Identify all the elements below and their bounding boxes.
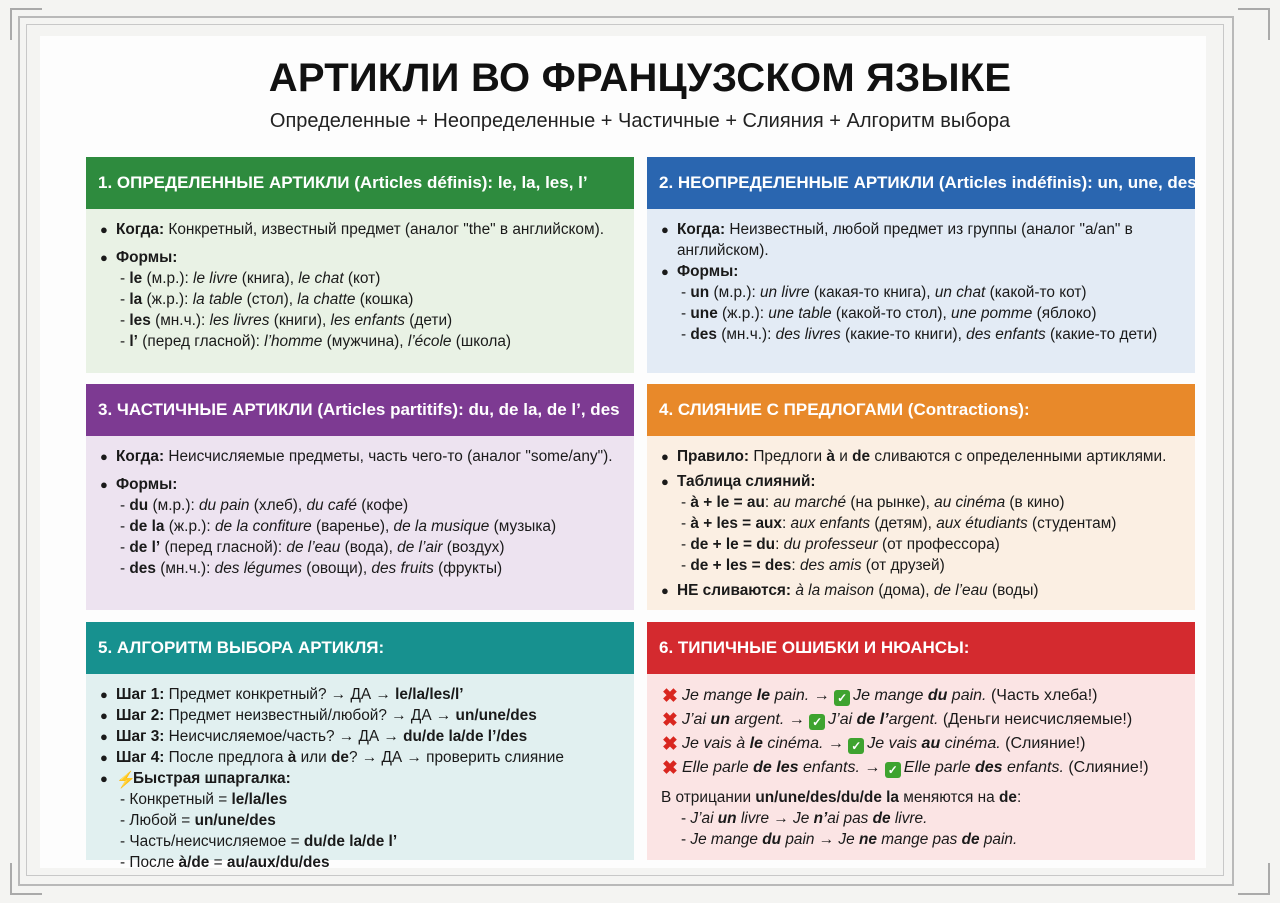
lightning-icon: ⚡ [116, 772, 136, 789]
bullet-icon: ● [100, 449, 108, 464]
form-row: - de la (ж.р.): de la confiture (варенье), de la musique (музыка) [120, 518, 557, 535]
negation-example: - Je mange du pain → Je ne mange pas de pain. [681, 831, 1018, 848]
corner-ornament [10, 863, 42, 895]
definite-articles-card [86, 157, 634, 373]
step-item: ● Шаг 1: Предмет конкретный? → ДА → le/la/les/l’ [100, 686, 464, 703]
corner-ornament [10, 8, 42, 40]
cheat-row: - Конкретный = le/la/les [120, 791, 288, 808]
rule-item: ● Правило: Предлоги à и de сливаются с определенными артиклями. [661, 448, 1167, 465]
mistake-row: ✖ J’ai un argent. → ✓ J’ai de l’argent. (Деньги неисчисляемые!) [662, 710, 1133, 731]
partitive-articles-card [86, 384, 634, 610]
contraction-row: - à + le = au: au marché (на рынке), au cinéma (в кино) [681, 494, 1065, 511]
check-mark-icon: ✓ [885, 762, 901, 778]
corner-ornament [1238, 863, 1270, 895]
algorithm-heading: 5. АЛГОРИТМ ВЫБОРА АРТИКЛЯ: [86, 622, 634, 674]
contraction-list [661, 492, 1181, 576]
partitive-articles-heading: 3. ЧАСТИЧНЫЕ АРТИКЛИ (Articles partitifs): du, de la, de l’, des [86, 384, 634, 436]
corner-ornament [1238, 8, 1270, 40]
forms-item: ● Формы: [100, 249, 178, 266]
form-row: - la (ж.р.): la table (стол), la chatte (кошка) [120, 291, 414, 308]
cheat-sheet-list [100, 789, 620, 873]
step-item: ● Шаг 3: Неисчисляемое/часть? → ДА → du/de la/de l’/des [100, 728, 528, 745]
bullet-icon: ● [100, 771, 108, 786]
when-item: ● Когда: Неисчисляемые предметы, часть чего-то (аналог "some/any"). [100, 448, 613, 465]
check-mark-icon: ✓ [834, 690, 850, 706]
form-row: - les (мн.ч.): les livres (книги), les enfants (дети) [120, 312, 453, 329]
definite-articles-heading: 1. ОПРЕДЕЛЕННЫЕ АРТИКЛИ (Articles définis): le, la, les, l’ [86, 157, 634, 209]
mistakes-body [647, 674, 1195, 860]
contraction-row: - de + le = du: du professeur (от профессора) [681, 536, 1000, 553]
contractions-body [647, 436, 1195, 610]
step-item: ● Шаг 4: После предлога à или de? → ДА → проверить слияние [100, 749, 564, 766]
bullet-icon: ● [100, 222, 108, 237]
algorithm-body [86, 674, 634, 871]
cross-mark-icon: ✖ [662, 686, 678, 707]
when-item: ● Когда: Конкретный, известный предмет (аналог "the" в английском). [100, 221, 604, 238]
contractions-heading: 4. СЛИЯНИЕ С ПРЕДЛОГАМИ (Contractions): [647, 384, 1195, 436]
step-item: ● Шаг 2: Предмет неизвестный/любой? → ДА → un/une/des [100, 707, 537, 724]
no-contraction-item: ● НЕ сливаются: à la maison (дома), de l’eau (воды) [661, 582, 1039, 599]
cheat-row: - Часть/неисчисляемое = du/de la/de l’ [120, 833, 398, 850]
mistake-row: ✖ Elle parle de les enfants. → ✓ Elle parle des enfants. (Слияние!) [662, 758, 1149, 779]
form-row: - de l’ (перед гласной): de l’eau (вода), de l’air (воздух) [120, 539, 505, 556]
indefinite-articles-body [647, 209, 1195, 373]
bullet-icon: ● [100, 477, 108, 492]
cross-mark-icon: ✖ [662, 710, 678, 731]
indefinite-articles-card [647, 157, 1195, 373]
check-mark-icon: ✓ [848, 738, 864, 754]
bullet-icon: ● [661, 222, 669, 237]
form-row: - le (м.р.): le livre (книга), le chat (кот) [120, 270, 381, 287]
negation-examples [661, 808, 1181, 850]
forms-item: ● Формы: [661, 263, 739, 280]
forms-list [100, 268, 620, 352]
form-row: - des (мн.ч.): des livres (какие-то книги), des enfants (какие-то дети) [681, 326, 1158, 343]
indefinite-articles-heading: 2. НЕОПРЕДЕЛЕННЫЕ АРТИКЛИ (Articles indéfinis): un, une, des [647, 157, 1195, 209]
mistakes-card [647, 622, 1195, 860]
mistakes-heading: 6. ТИПИЧНЫЕ ОШИБКИ И НЮАНСЫ: [647, 622, 1195, 674]
algorithm-card [86, 622, 634, 871]
bullet-icon: ● [661, 583, 669, 598]
cross-mark-icon: ✖ [662, 758, 678, 779]
page-title: АРТИКЛИ ВО ФРАНЦУЗСКОМ ЯЗЫКЕ [268, 56, 1012, 100]
bullet-icon: ● [100, 687, 108, 702]
bullet-icon: ● [661, 264, 669, 279]
form-row: - une (ж.р.): une table (какой-то стол), une pomme (яблоко) [681, 305, 1097, 322]
definite-articles-body [86, 209, 634, 373]
cheat-row: - Любой = un/une/des [120, 812, 276, 829]
negation-example: - J’ai un livre → Je n’ai pas de livre. [681, 810, 928, 827]
form-row: - des (мн.ч.): des légumes (овощи), des fruits (фрукты) [120, 560, 503, 577]
cross-mark-icon: ✖ [662, 734, 678, 755]
contraction-row: - de + les = des: des amis (от друзей) [681, 557, 945, 574]
form-row: - du (м.р.): du pain (хлеб), du café (кофе) [120, 497, 409, 514]
mistake-row: ✖ Je vais à le cinéma. → ✓ Je vais au cinéma. (Слияние!) [662, 734, 1086, 755]
forms-item: ● Формы: [100, 476, 178, 493]
form-row: - l’ (перед гласной): l’homme (мужчина), l’école (школа) [120, 333, 512, 350]
bullet-icon: ● [100, 729, 108, 744]
forms-list [661, 282, 1181, 345]
when-item: ● Когда: Неизвестный, любой предмет из группы (аналог "a/an" в английском). [661, 221, 1133, 259]
table-item: ● Таблица слияний: [661, 473, 816, 490]
form-row: - un (м.р.): un livre (какая-то книга), un chat (какой-то кот) [681, 284, 1087, 301]
contractions-card [647, 384, 1195, 610]
negation-rule: В отрицании un/une/des/du/de la меняются на de: [661, 789, 1022, 806]
forms-list [100, 495, 620, 579]
cheat-sheet-item: ● ⚡Быстрая шпаргалка: [100, 770, 291, 789]
partitive-articles-body [86, 436, 634, 610]
bullet-icon: ● [100, 708, 108, 723]
page-subtitle: Определенные + Неопределенные + Частичные + Слияния + Алгоритм выбора [269, 110, 1011, 132]
bullet-icon: ● [661, 449, 669, 464]
mistake-row: ✖ Je mange le pain. → ✓ Je mange du pain. (Часть хлеба!) [662, 686, 1098, 707]
check-mark-icon: ✓ [809, 714, 825, 730]
contraction-row: - à + les = aux: aux enfants (детям), aux étudiants (студентам) [681, 515, 1117, 532]
cheat-row: - После à/de = au/aux/du/des [120, 854, 330, 871]
bullet-icon: ● [661, 474, 669, 489]
bullet-icon: ● [100, 750, 108, 765]
bullet-icon: ● [100, 250, 108, 265]
